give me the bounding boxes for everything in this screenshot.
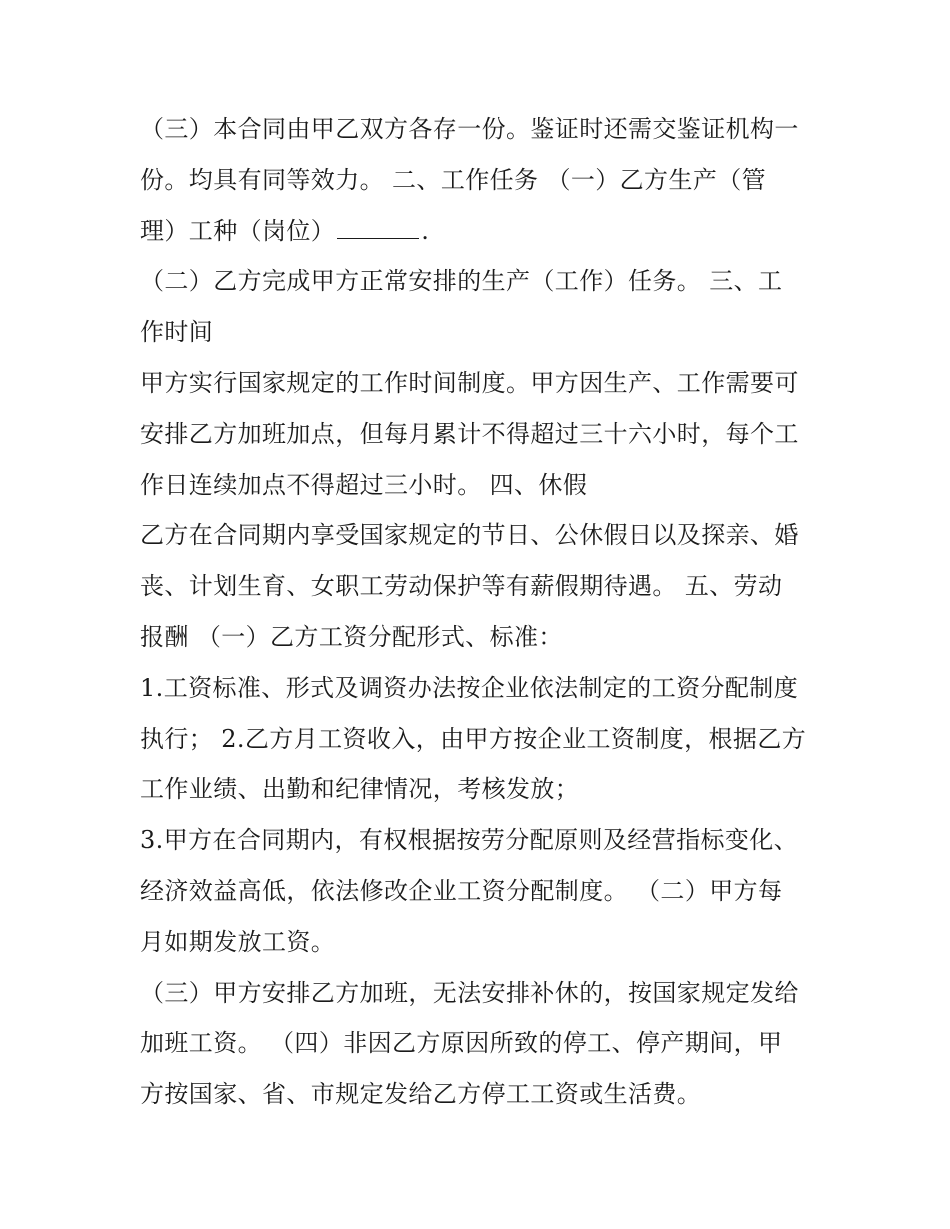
text-line: 份。均具有同等效力。 二、工作任务 （一）乙方生产（管 — [140, 165, 767, 194]
text-line: （三）本合同由甲乙双方各存一份。鉴证时还需交鉴证机构一 — [140, 115, 799, 143]
text-line: 3.甲方在合同期内，有权根据按劳分配原则及经营指标变化、 — [140, 826, 799, 855]
text-line: 乙方在合同期内享受国家规定的节日、公休假日以及探亲、婚 — [140, 521, 799, 550]
text-line: 安排乙方加班加点，但每月累计不得超过三十六小时，每个工 — [140, 419, 799, 448]
text-line: 月如期发放工资。 — [140, 927, 336, 956]
text-line: 甲方实行国家规定的工作时间制度。甲方因生产、工作需要可 — [140, 368, 799, 397]
text-line: 报酬 （一）乙方工资分配形式、标准： — [140, 622, 563, 651]
text-line: 方按国家、省、市规定发给乙方停工工资或生活费。 — [140, 1080, 702, 1109]
text-line: （三）甲方安排乙方加班，无法安排补休的，按国家规定发给 — [140, 978, 799, 1007]
text-line: 执行； 2.乙方月工资收入，由甲方按企业工资制度，根据乙方 — [140, 724, 807, 753]
text-line: 工作业绩、出勤和纪律情况，考核发放； — [140, 775, 580, 804]
text-line: 加班工资。 （四）非因乙方原因所致的停工、停产期间，甲 — [140, 1029, 783, 1058]
text-line: （二）乙方完成甲方正常安排的生产（工作）任务。 三、工 — [140, 267, 783, 296]
text-line: 丧、计划生育、女职工劳动保护等有薪假期待遇。 五、劳动 — [140, 572, 783, 601]
text-line: 1.工资标准、形式及调资办法按企业依法制定的工资分配制度 — [140, 673, 799, 702]
fill-in-blank — [337, 220, 419, 239]
text-line: 作时间 — [140, 318, 214, 347]
text-segment: 理）工种（岗位） — [140, 216, 336, 245]
text-line — [140, 206, 830, 257]
document-body — [140, 104, 830, 1120]
text-line: 作日连续加点不得超过三小时。 四、休假 — [140, 470, 588, 499]
blank-suffix: . — [421, 216, 430, 245]
text-line: 经济效益高低，依法修改企业工资分配制度。 （二）甲方每 — [140, 876, 783, 905]
